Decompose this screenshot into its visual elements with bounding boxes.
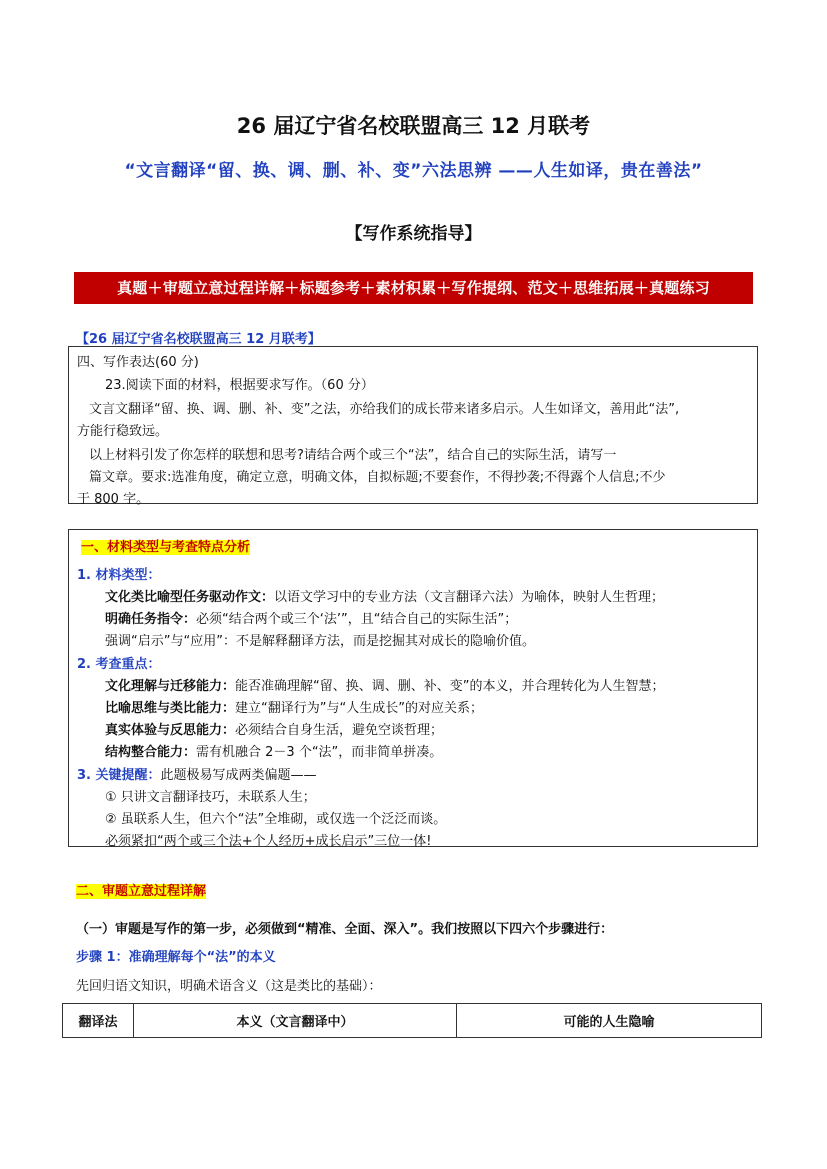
analysis-text: ② 虽联系人生，但六个“法”全堆砌，或仅选一个泛泛而谈。 bbox=[105, 812, 447, 827]
analysis-label: 真实体验与反思能力： bbox=[105, 723, 236, 738]
analysis-point-1: 1. 材料类型： bbox=[77, 568, 161, 583]
exam-line: 方能行稳致远。 bbox=[77, 424, 169, 439]
exam-line: 于 800 字。 bbox=[77, 492, 150, 507]
analysis-text: 必须紧扣“两个或三个法+个人经历+成长启示”三位一体! bbox=[105, 834, 432, 849]
analysis-label: 明确任务指令： bbox=[105, 612, 197, 627]
step1-text: 先回归语文知识，明确术语含义（这是类比的基础）： bbox=[76, 979, 382, 994]
content-banner: 真题＋审题立意过程详解＋标题参考＋素材积累＋写作提纲、范文＋思维拓展＋真题练习 bbox=[74, 272, 753, 304]
analysis-point-3: 3. 关键提醒： bbox=[77, 768, 161, 783]
analysis-text: 能否准确理解“留、换、调、删、补、变”的本义，并合理转化为人生智慧； bbox=[235, 679, 665, 694]
exam-line: 四、写作表达(60 分) bbox=[77, 355, 199, 370]
guide-heading: 【写作系统指导】 bbox=[345, 224, 482, 244]
exam-line: 以上材料引发了你怎样的联想和思考?请结合两个或三个“法”，结合自己的实际生活，请写一 bbox=[89, 448, 617, 463]
translation-method-table bbox=[62, 1003, 762, 1038]
section2-intro: （一）审题是写作的第一步，必须做到“精准、全面、深入”。我们按照以下四六个步骤进行： bbox=[76, 922, 614, 937]
exam-line: 文言文翻译“留、换、调、删、补、变”之法，亦给我们的成长带来诸多启示。人生如译文，善用此“法”, bbox=[89, 402, 680, 417]
exam-label: 【26 届辽宁省名校联盟高三 12 月联考】 bbox=[76, 332, 321, 347]
step1-heading: 步骤 1：准确理解每个“法”的本义 bbox=[76, 950, 276, 965]
analysis-text: 必须结合自身生活，避免空谈哲理； bbox=[235, 723, 444, 738]
analysis-label: 比喻思维与类比能力： bbox=[105, 701, 236, 716]
analysis-point-2: 2. 考查重点： bbox=[77, 657, 161, 672]
exam-line: 篇文章。要求:选准角度，确定立意，明确文体，自拟标题;不要套作，不得抄袭;不得露个人信息;不少 bbox=[89, 470, 666, 485]
analysis-text: 强调“启示”与“应用”：不是解释翻译方法，而是挖掘其对成长的隐喻价值。 bbox=[105, 634, 535, 649]
table-header-row bbox=[63, 1004, 762, 1038]
page-subtitle: “文言翻译“留、换、调、删、补、变”六法思辨 ——人生如译，贵在善法” bbox=[124, 161, 703, 181]
table-header-cell: 翻译法 bbox=[63, 1004, 134, 1038]
page-title: 26 届辽宁省名校联盟高三 12 月联考 bbox=[236, 114, 591, 138]
analysis-text: 此题极易写成两类偏题—— bbox=[160, 768, 317, 783]
section2-heading: 二、审题立意过程详解 bbox=[76, 884, 207, 899]
exam-line: 23.阅读下面的材料，根据要求写作。（60 分） bbox=[105, 378, 374, 393]
analysis-text: 以语文学习中的专业方法（文言翻译六法）为喻体，映射人生哲理； bbox=[274, 590, 665, 605]
analysis-heading: 一、材料类型与考查特点分析 bbox=[81, 540, 251, 555]
analysis-text: 需有机融合 2－3 个“法”，而非简单拼凑。 bbox=[196, 745, 443, 760]
table-header-cell: 本义（文言翻译中） bbox=[134, 1004, 457, 1038]
analysis-label: 文化类比喻型任务驱动作文： bbox=[105, 590, 275, 605]
analysis-text: ① 只讲文言翻译技巧，未联系人生； bbox=[105, 790, 316, 805]
analysis-label: 结构整合能力： bbox=[105, 745, 197, 760]
analysis-box bbox=[68, 529, 758, 847]
analysis-text: 必须“结合两个或三个‘法’”，且“结合自己的实际生活”； bbox=[196, 612, 518, 627]
analysis-label: 文化理解与迁移能力： bbox=[105, 679, 236, 694]
analysis-text: 建立“翻译行为”与“人生成长”的对应关系； bbox=[235, 701, 483, 716]
table-header-cell: 可能的人生隐喻 bbox=[457, 1004, 762, 1038]
exam-prompt-box bbox=[68, 346, 758, 507]
